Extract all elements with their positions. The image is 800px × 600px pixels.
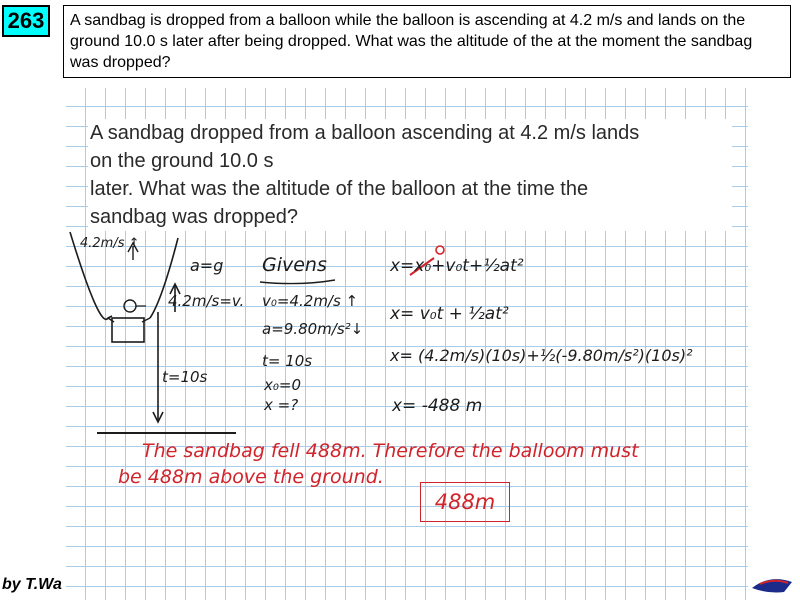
typed-line: on the ground 10.0 s [90, 150, 274, 172]
given-line: a=9.80m/s²↓ [262, 320, 364, 338]
typed-line: sandbag was dropped? [90, 206, 298, 228]
a-equals-g-note: a=g [190, 256, 224, 275]
given-line: t= 10s [262, 352, 313, 370]
given-line: x =? [264, 396, 299, 414]
conclusion-line: be 488m above the ground. [118, 466, 384, 488]
v0-note: 4.2m/s=v. [168, 292, 245, 310]
conclusion-line: The sandbag fell 488m. Therefore the balloom must [142, 440, 639, 462]
equation-line: x=x₀+v₀t+½at² [390, 256, 524, 276]
typed-line: later. What was the altitude of the balloon at the time the [90, 178, 589, 200]
given-line: v₀=4.2m/s ↑ [262, 292, 359, 310]
equation-line: x= (4.2m/s)(10s)+½(-9.80m/s²)(10s)² [390, 346, 693, 365]
problem-number: 263 [2, 5, 50, 37]
equation-line: x= -488 m [392, 396, 483, 416]
typed-line: A sandbag dropped from a balloon ascending at 4.2 m/s lands [90, 122, 640, 144]
author-credit: by T.Wa [2, 576, 62, 593]
time-note: t=10s [162, 368, 208, 386]
givens-heading: Givens [262, 254, 327, 276]
given-line: x₀=0 [264, 376, 302, 394]
final-answer-box: 488m [420, 482, 510, 522]
balloon-velocity-note: 4.2m/s ↑ [80, 236, 140, 251]
equation-line: x= v₀t + ½at² [390, 304, 509, 324]
question-text: A sandbag is dropped from a balloon while the balloon is ascending at 4.2 m/s and lands on the ground 10.0 s later after being dropped. What was the altitude of the at the moment the sandbag was dropped? [63, 5, 791, 78]
